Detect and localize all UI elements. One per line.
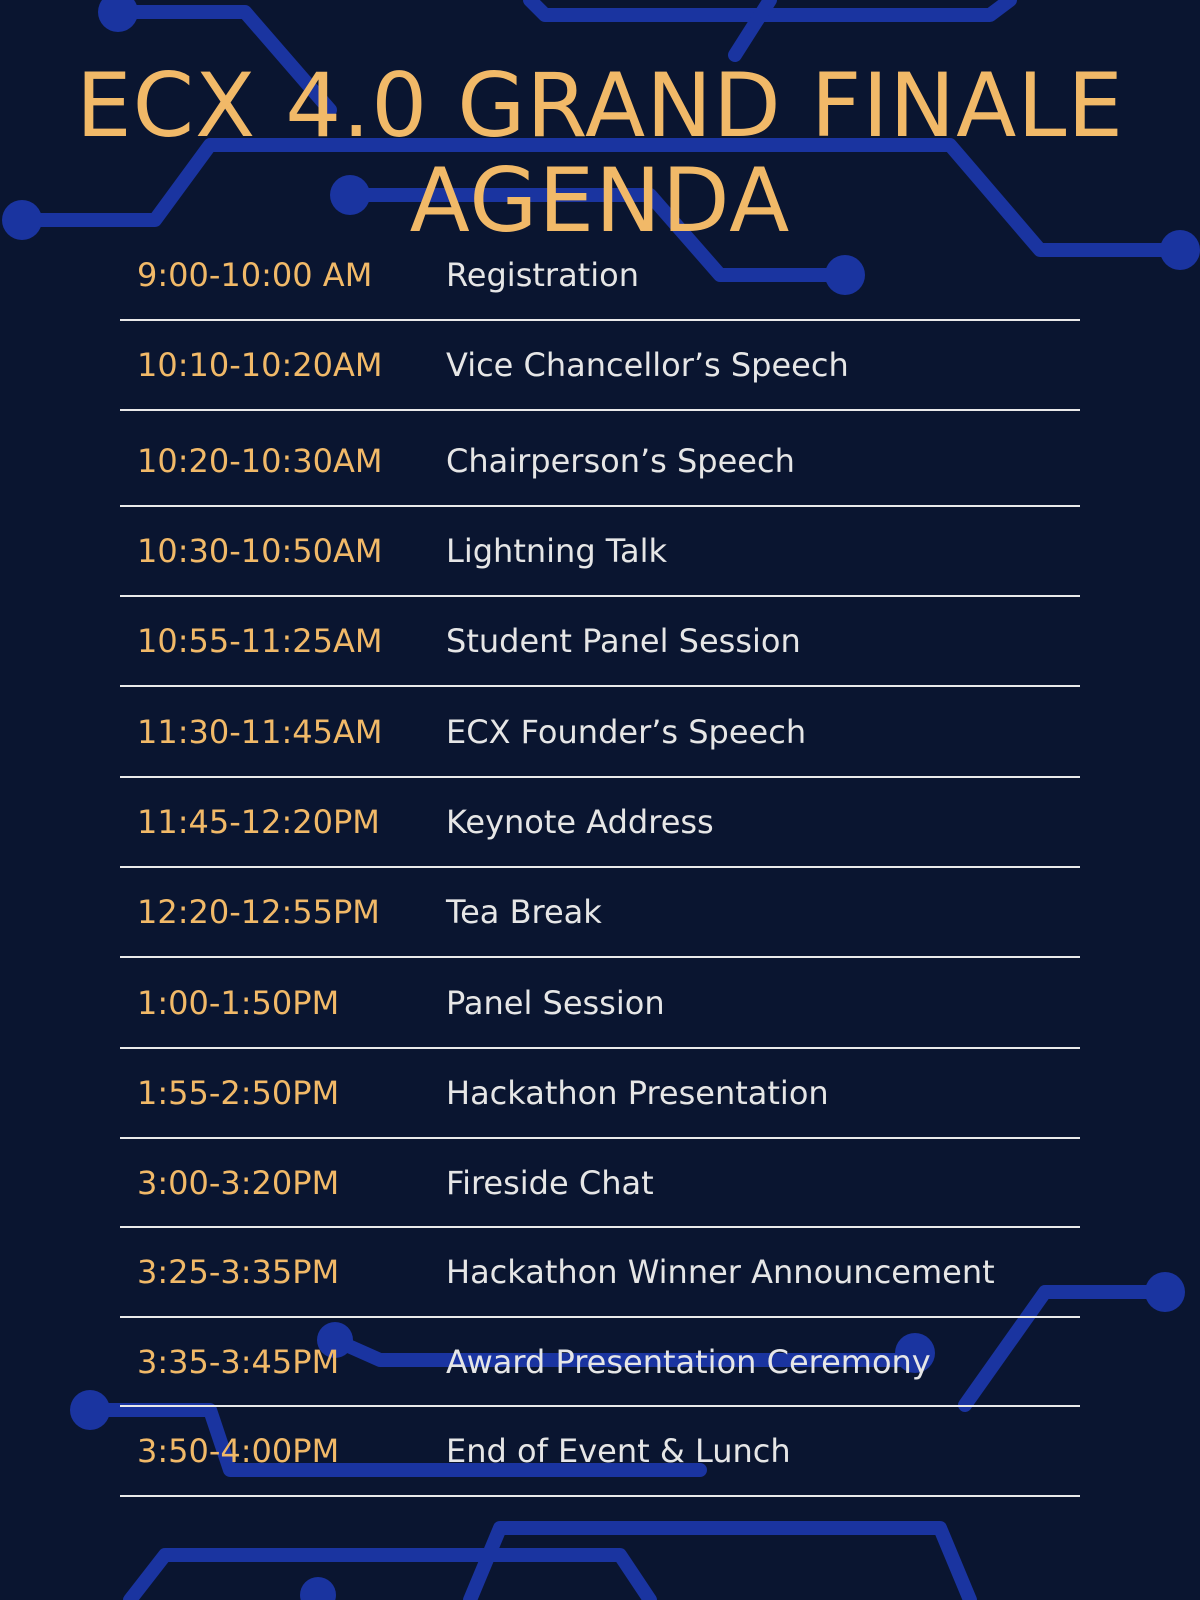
agenda-row bbox=[120, 1228, 1080, 1318]
agenda-row bbox=[120, 868, 1080, 958]
agenda-time: 9:00-10:00 AM bbox=[137, 255, 373, 294]
agenda-activity: ECX Founder’s Speech bbox=[446, 713, 807, 751]
agenda-time: 10:55-11:25AM bbox=[137, 622, 383, 660]
agenda-activity: Vice Chancellor’s Speech bbox=[446, 346, 849, 384]
page-title-line-2: AGENDA bbox=[409, 149, 791, 252]
agenda-time: 11:45-12:20PM bbox=[137, 803, 380, 841]
agenda-time: 10:10-10:20AM bbox=[137, 346, 383, 384]
agenda-activity: Chairperson’s Speech bbox=[446, 442, 795, 480]
agenda-time: 11:30-11:45AM bbox=[137, 713, 383, 751]
agenda-row bbox=[120, 597, 1080, 687]
agenda-activity: Tea Break bbox=[446, 893, 602, 931]
agenda-activity: Fireside Chat bbox=[446, 1163, 654, 1202]
agenda-activity: Hackathon Presentation bbox=[446, 1074, 829, 1112]
agenda-time: 12:20-12:55PM bbox=[137, 893, 380, 931]
agenda-row bbox=[120, 321, 1080, 411]
agenda-row bbox=[120, 417, 1080, 507]
agenda-activity: Registration bbox=[446, 255, 639, 294]
agenda-time: 3:25-3:35PM bbox=[137, 1253, 340, 1291]
agenda-row bbox=[120, 230, 1080, 321]
agenda-row bbox=[120, 1139, 1080, 1228]
agenda-activity: Hackathon Winner Announcement bbox=[446, 1253, 995, 1291]
agenda-activity: Student Panel Session bbox=[446, 622, 801, 660]
agenda-time: 10:30-10:50AM bbox=[137, 532, 383, 570]
agenda-activity: Keynote Address bbox=[446, 803, 714, 841]
agenda-row bbox=[120, 778, 1080, 868]
agenda-time: 3:35-3:45PM bbox=[137, 1342, 340, 1381]
agenda-row bbox=[120, 1049, 1080, 1139]
agenda-row bbox=[120, 507, 1080, 597]
agenda-activity: Award Presentation Ceremony bbox=[446, 1342, 931, 1381]
agenda-activity: End of Event & Lunch bbox=[446, 1432, 791, 1470]
agenda-row bbox=[120, 688, 1080, 778]
page-title-line-1: ECX 4.0 GRAND FINALE bbox=[76, 54, 1124, 157]
agenda-time: 1:00-1:50PM bbox=[137, 984, 340, 1022]
agenda-row bbox=[120, 959, 1080, 1049]
agenda-activity: Lightning Talk bbox=[446, 532, 668, 570]
agenda-row bbox=[120, 1407, 1080, 1497]
agenda-time: 10:20-10:30AM bbox=[137, 442, 383, 480]
agenda-row bbox=[120, 1318, 1080, 1407]
agenda-time: 3:50-4:00PM bbox=[137, 1432, 340, 1470]
agenda-time: 3:00-3:20PM bbox=[137, 1163, 340, 1202]
agenda-time: 1:55-2:50PM bbox=[137, 1074, 340, 1112]
agenda-activity: Panel Session bbox=[446, 984, 665, 1022]
